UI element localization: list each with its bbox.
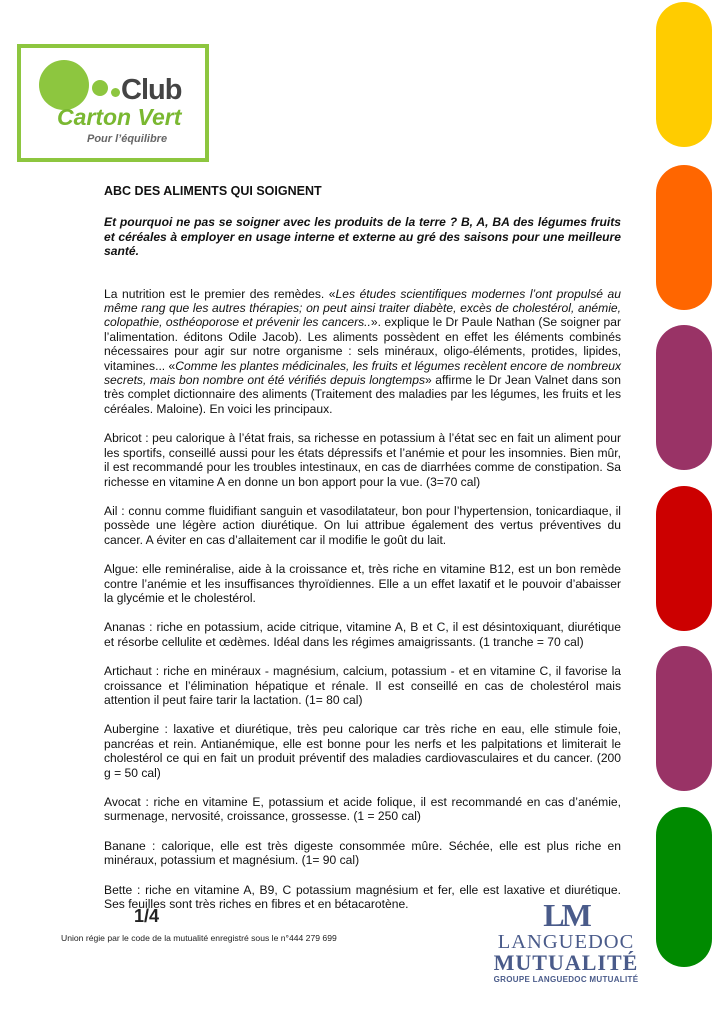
nutrition-quote-1: Les études scientifiques modernes l’ont propulsé au même rang que les autres thérapies; on peut ainsi traiter diabète, excès de cholestérol, anémie, colopathie, osthéoporose et prévenir les cancers.. [104, 286, 621, 330]
nutrition-text-3: » affirme le Dr Jean Valnet dans son très complet dictionnaire des aliments (Traitement des maladies par les légumes, les fruits et les céréales. Maloine). En voici les principaux. [104, 373, 621, 416]
languedoc-mutualite-logo [482, 898, 650, 990]
logo-carton-vert-text: Carton Vert [57, 104, 182, 130]
side-pill-yellow [656, 2, 712, 147]
entry-ail: Ail : connu comme fluidifiant sanguin et vasodilatateur, bon pour l’hypertension, tonicardiaque, il possède une légère action diurétique. On lui attribue également des vertus préventives du cancer. A éviter en cas d’allaitement car il modifie le goût du lait. [104, 503, 621, 547]
entry-algue: Algue: elle reminéralise, aide à la croissance et, très riche en vitamine B12, est un bon remède contre l’anémie et les insuffisances thyroïdiennes. Elle a un effet laxatif et le pouvoir d’abaisser la glycémie et le cholestérol. [104, 562, 621, 605]
club-carton-vert-logo [17, 44, 209, 162]
entry-banane: Banane : calorique, elle est très digeste consommée mûre. Séchée, elle est plus riche en minéraux, potassium et magnésium. (1= 90 cal) [104, 838, 621, 868]
logo-medium-circle [92, 80, 108, 96]
entry-bette: Bette : riche en vitamine A, B9, C potassium magnésium et fer, elle est laxative et diurétique. Ses feuilles sont très riches en fibres et en bétacarotène. [104, 882, 621, 912]
lm-name-line2: MUTUALITÉ [493, 950, 639, 975]
document-body [104, 184, 621, 926]
nutrition-text-1: La nutrition est le premier des remèdes. « [104, 286, 336, 301]
footer-legal-text: Union régie par le code de la mutualité enregistré sous le n°444 279 699 [61, 933, 337, 943]
logo-large-circle [39, 60, 89, 110]
nutrition-quote-2: Comme les plantes médicinales, les fruits et légumes recèlent encore de nombreux secrets, mais bon nombre ont été vérifiés depuis longtemps [104, 358, 622, 388]
logo-club-text: Club [121, 74, 182, 106]
nutrition-paragraph [104, 287, 621, 417]
document-intro: Et pourquoi ne pas se soigner avec les produits de la terre ? B, A, BA des légumes fruits et céréales à employer en usage interne et externe au gré des saisons pour une meilleure santé. [104, 215, 621, 259]
entry-abricot: Abricot : peu calorique à l’état frais, sa richesse en potassium à l’état sec en fait un aliment pour les sportifs, conseillé aussi pour les états dépressifs et l’anémie et pour les insomnies. Bien mûr, il est recommandé pour les troubles intestinaux, en cas de diarrhées comme de constipation. Sa richesse en vitamine A en donne un bon apport pour la vue. (3=70 cal) [104, 431, 621, 489]
entry-avocat: Avocat : riche en vitamine E, potassium et acide folique, il est recommandé en cas d’anémie, surmenage, nervosité, croissance, grossesse. (1 = 250 cal) [104, 795, 621, 824]
side-pill-red [656, 486, 712, 631]
lm-group-text: GROUPE LANGUEDOC MUTUALITÉ [493, 975, 639, 984]
entry-artichaut: Artichaut : riche en minéraux - magnésium, calcium, potassium - et en vitamine C, il favorise la croissance et l’élimination hépatique et rénale. Il est conseillé en cas de cholestérol mais attention il peut faire tarir la lactation. (1= 80 cal) [104, 664, 621, 707]
entry-aubergine: Aubergine : laxative et diurétique, très peu calorique car très riche en eau, elle stimule foie, pancréas et rein. Antianémique, elle est bonne pour les nerfs et les palpitations et limiterait le cholestérol ce qui en fait un produit préventif des maladies cardiovasculaires et du cancer. (200 g = 50 cal) [104, 722, 621, 780]
logo-tagline: Pour l’équilibre [87, 133, 168, 145]
side-pill-green [656, 807, 712, 967]
logo-small-circle [111, 88, 120, 97]
side-pill-purple-2 [656, 646, 712, 791]
side-pill-orange [656, 165, 712, 310]
lm-name-line1: LANGUEDOC [497, 931, 635, 953]
document-heading: ABC DES ALIMENTS QUI SOIGNENT [104, 184, 322, 198]
entry-ananas: Ananas : riche en potassium, acide citrique, vitamine A, B et C, il est désintoxiquant, diurétique et résorbe cellulite et œdèmes. Idéal dans les régimes amaigrissants. (1 tranche = 70 cal) [104, 620, 621, 649]
page-number: 1/4 [134, 906, 160, 926]
lm-monogram: LM [543, 897, 589, 933]
nutrition-text-2: ». explique le Dr Paule Nathan (Se soigner par l’alimentation. éditons Odile Jacob). Les aliments possèdent en effet les éléments combinés nécessaires pour agir sur notre organisme : sels minéraux, oligo-éléments, protides, lipides, vitamines... « [104, 315, 621, 373]
side-pill-purple [656, 325, 712, 470]
